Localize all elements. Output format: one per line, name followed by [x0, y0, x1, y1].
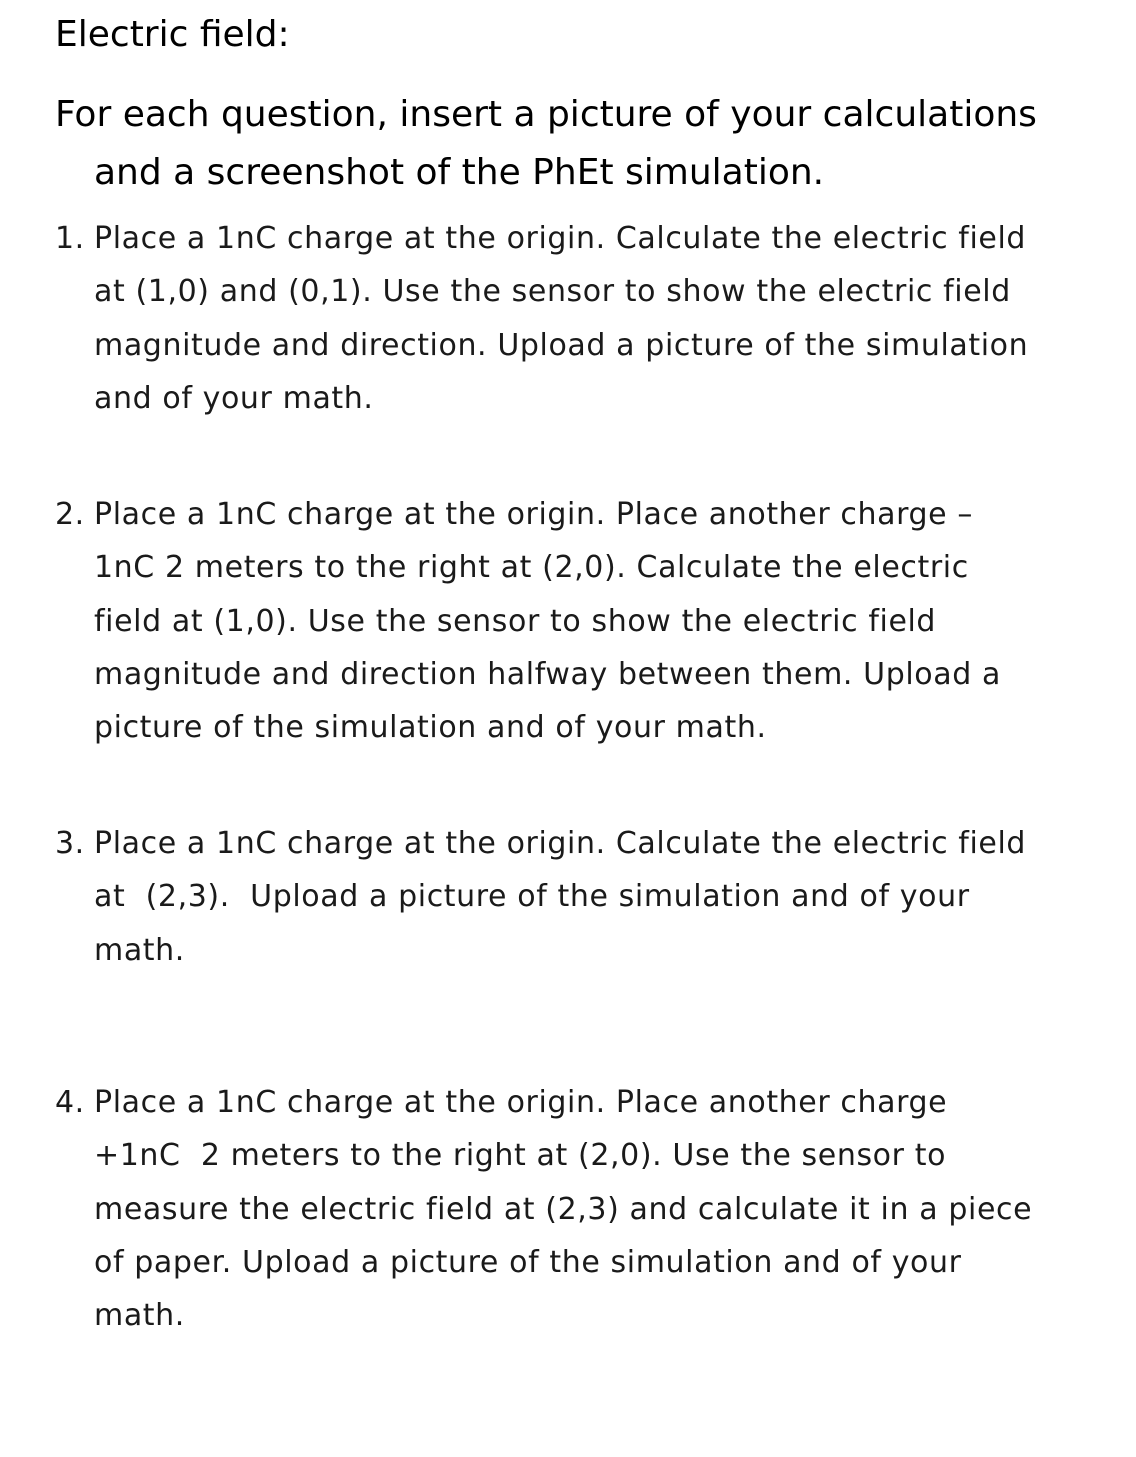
question-text-line: Place a 1nC charge at the origin. Place another charge: [94, 1085, 948, 1120]
question-text-line: at (2,3). Upload a picture of the simulation and of your: [94, 879, 970, 915]
question-text-line: +1nC 2 meters to the right at (2,0). Use the sensor to: [94, 1138, 947, 1174]
question-text-line: measure the electric field at (2,3) and calculate it in a piece: [94, 1191, 1033, 1227]
question-1: [55, 212, 1115, 425]
question-text-line: 1nC 2 meters to the right at (2,0). Calculate the electric: [94, 550, 969, 586]
question-number: 1.: [55, 221, 85, 256]
question-text-line: magnitude and direction halfway between them. Upload a: [94, 656, 1001, 692]
question-text-line: Place a 1nC charge at the origin. Place another charge –: [94, 497, 973, 532]
question-text-line: math.: [94, 932, 185, 968]
question-text-line: and of your math.: [94, 380, 374, 416]
question-text-line: of paper. Upload a picture of the simulation and of your: [94, 1244, 962, 1280]
question-number: 3.: [55, 826, 85, 861]
question-text-line: magnitude and direction. Upload a picture of the simulation: [94, 327, 1029, 363]
instructions-line-1: For each question, insert a picture of your calculations: [55, 94, 1037, 135]
question-4: [55, 1076, 1115, 1342]
question-text-line: picture of the simulation and of your math.: [94, 710, 767, 746]
instructions: [55, 86, 1095, 202]
question-3: [55, 817, 1115, 977]
question-text-line: Place a 1nC charge at the origin. Calculate the electric field: [94, 826, 1027, 861]
question-text-line: math.: [94, 1298, 185, 1334]
page-title: Electric field:: [55, 14, 290, 55]
question-text-line: at (1,0) and (0,1). Use the sensor to show the electric field: [94, 274, 1011, 310]
question-2: [55, 488, 1115, 754]
question-text-line: Place a 1nC charge at the origin. Calculate the electric field: [94, 221, 1027, 256]
question-number: 4.: [55, 1085, 85, 1120]
question-number: 2.: [55, 497, 85, 532]
question-text-line: field at (1,0). Use the sensor to show the electric field: [94, 603, 937, 639]
instructions-line-2: and a screenshot of the PhEt simulation.: [94, 152, 825, 193]
